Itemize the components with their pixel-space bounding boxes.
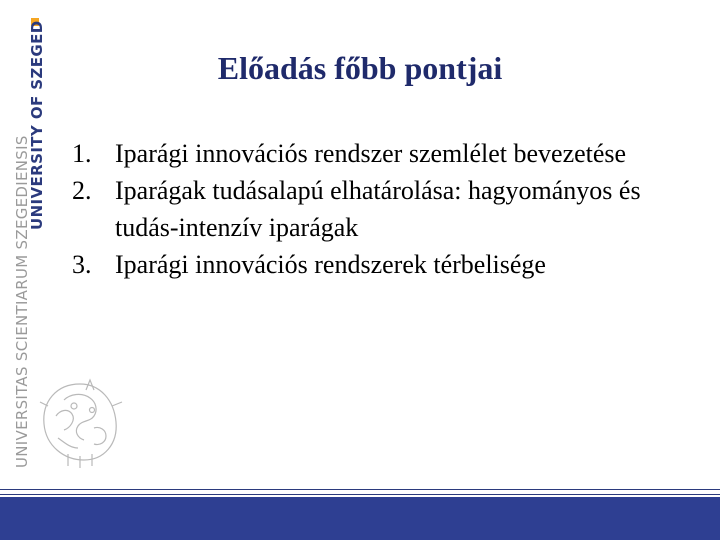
footer-divider-lines: [0, 489, 720, 495]
university-latin-name: UNIVERSITAS SCIENTIARUM SZEGEDIENSIS: [13, 135, 31, 468]
agenda-item-number: 3.: [72, 250, 92, 279]
agenda-item-number: 2.: [72, 176, 92, 205]
agenda-item: [72, 172, 692, 246]
university-seal-logo: [34, 376, 126, 468]
footer-bar: [0, 497, 720, 540]
university-name: UNIVERSITY OF SZEGED: [28, 20, 46, 230]
agenda-item-number: 1.: [72, 139, 92, 168]
slide-title: Előadás főbb pontjai: [217, 50, 503, 86]
agenda-item-text: Iparágak tudásalapú elhatárolása: hagyományos és tudás-intenzív iparágak: [115, 176, 641, 242]
agenda-list: [72, 135, 692, 283]
agenda-item-text: Iparági innovációs rendszer szemlélet bevezetése: [115, 139, 627, 168]
agenda-item: [72, 246, 692, 283]
agenda-item: [72, 135, 692, 172]
agenda-item-text: Iparági innovációs rendszerek térbelisége: [115, 250, 546, 279]
